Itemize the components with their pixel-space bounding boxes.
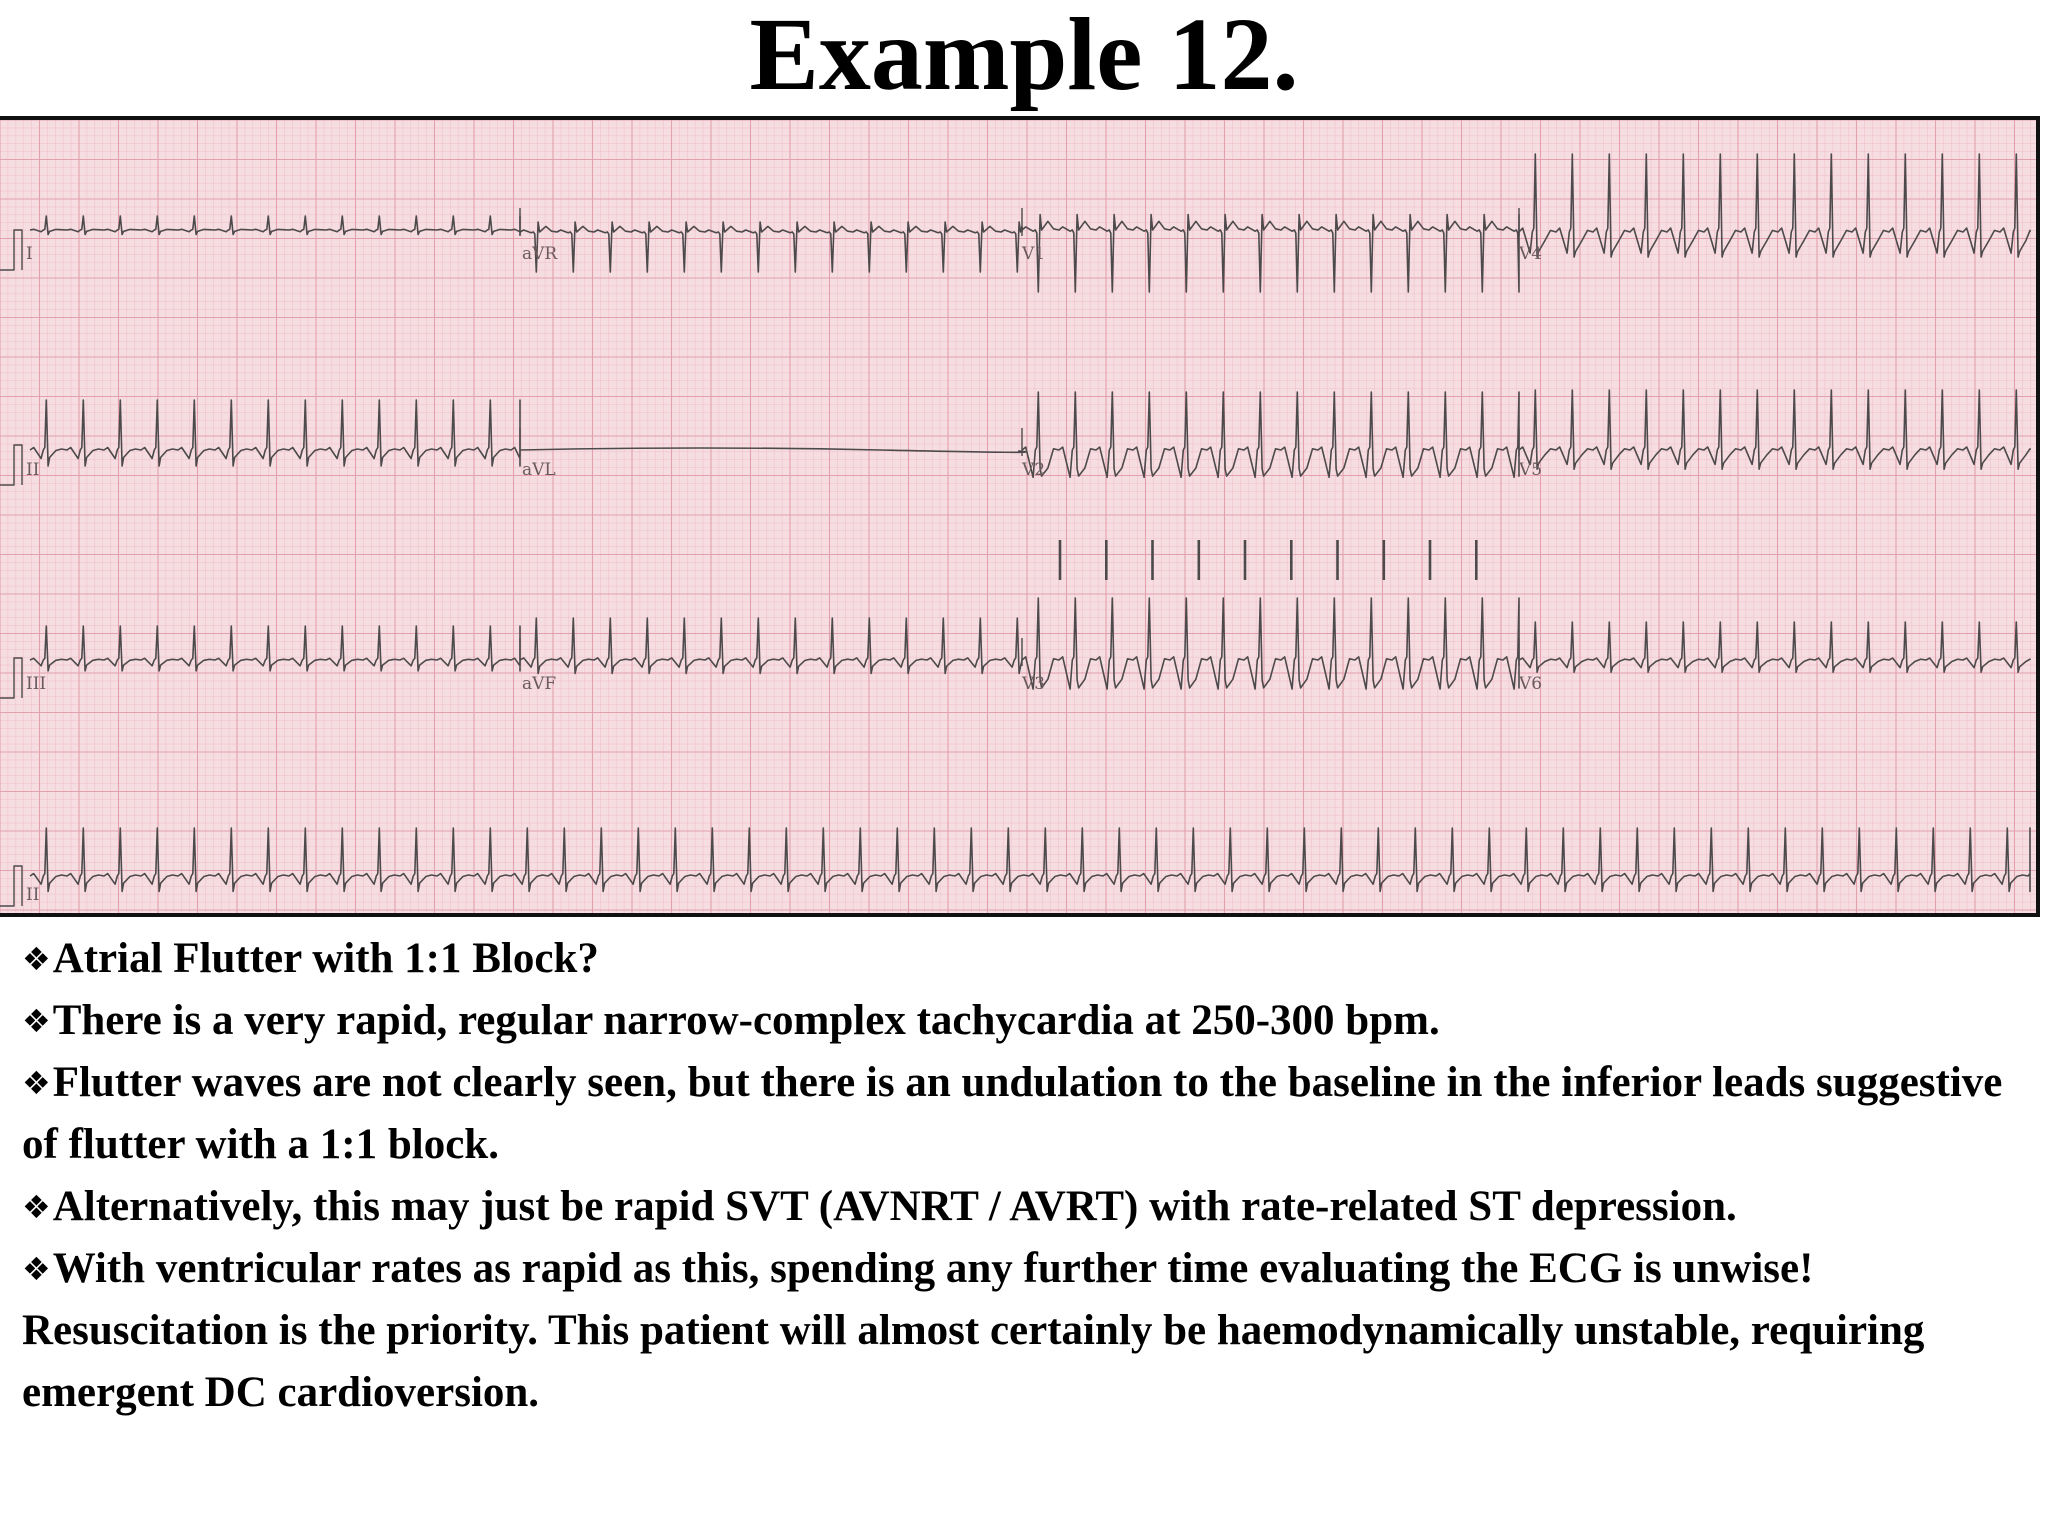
lead-label-v2: V2 [1022, 460, 1046, 480]
lead-label-rhythm-ii: II [26, 885, 40, 905]
diamond-bullet-icon: ❖ [22, 1002, 51, 1040]
note-text: Alternatively, this may just be rapid SVT (AVNRT / AVRT) with rate-related ST depression. [52, 1183, 1737, 1230]
diamond-bullet-icon: ❖ [22, 1250, 51, 1288]
ecg-tracing [0, 116, 2040, 917]
lead-label-iii: III [26, 674, 47, 694]
note-item [22, 1052, 2032, 1176]
note-text: With ventricular rates as rapid as this, spending any further time evaluating the ECG is unwise! Resuscitation is the priority. This patient will almost certainly be haemodynamically unstable, requiring emergent DC cardioversion. [22, 1245, 1925, 1416]
note-item [22, 990, 2032, 1052]
lead-label-avf: aVF [522, 674, 557, 694]
note-text: Atrial Flutter with 1:1 Block? [52, 935, 599, 982]
diamond-bullet-icon: ❖ [22, 1188, 51, 1226]
note-text: There is a very rapid, regular narrow-complex tachycardia at 250-300 bpm. [52, 997, 1440, 1044]
lead-label-v1: V1 [1022, 244, 1046, 264]
note-item [22, 1176, 2032, 1238]
ecg-graph-paper [0, 120, 2036, 917]
lead-label-i: I [26, 244, 33, 264]
lead-label-avr: aVR [522, 244, 558, 264]
lead-label-v3: V3 [1022, 674, 1046, 694]
lead-label-v4: V4 [1519, 244, 1543, 264]
slide-notes [22, 928, 2032, 1424]
note-item [22, 1238, 2032, 1424]
note-text: Flutter waves are not clearly seen, but there is an undulation to the baseline in the inferior leads suggestive of flutter with a 1:1 block. [22, 1059, 2003, 1168]
diamond-bullet-icon: ❖ [22, 940, 51, 978]
lead-label-v5: V5 [1519, 460, 1543, 480]
slide-title: Example 12. [749, 0, 1299, 112]
note-item [22, 928, 2032, 990]
lead-label-avl: aVL [522, 460, 556, 480]
lead-label-ii: II [26, 460, 40, 480]
lead-label-v6: V6 [1519, 674, 1543, 694]
diamond-bullet-icon: ❖ [22, 1064, 51, 1102]
